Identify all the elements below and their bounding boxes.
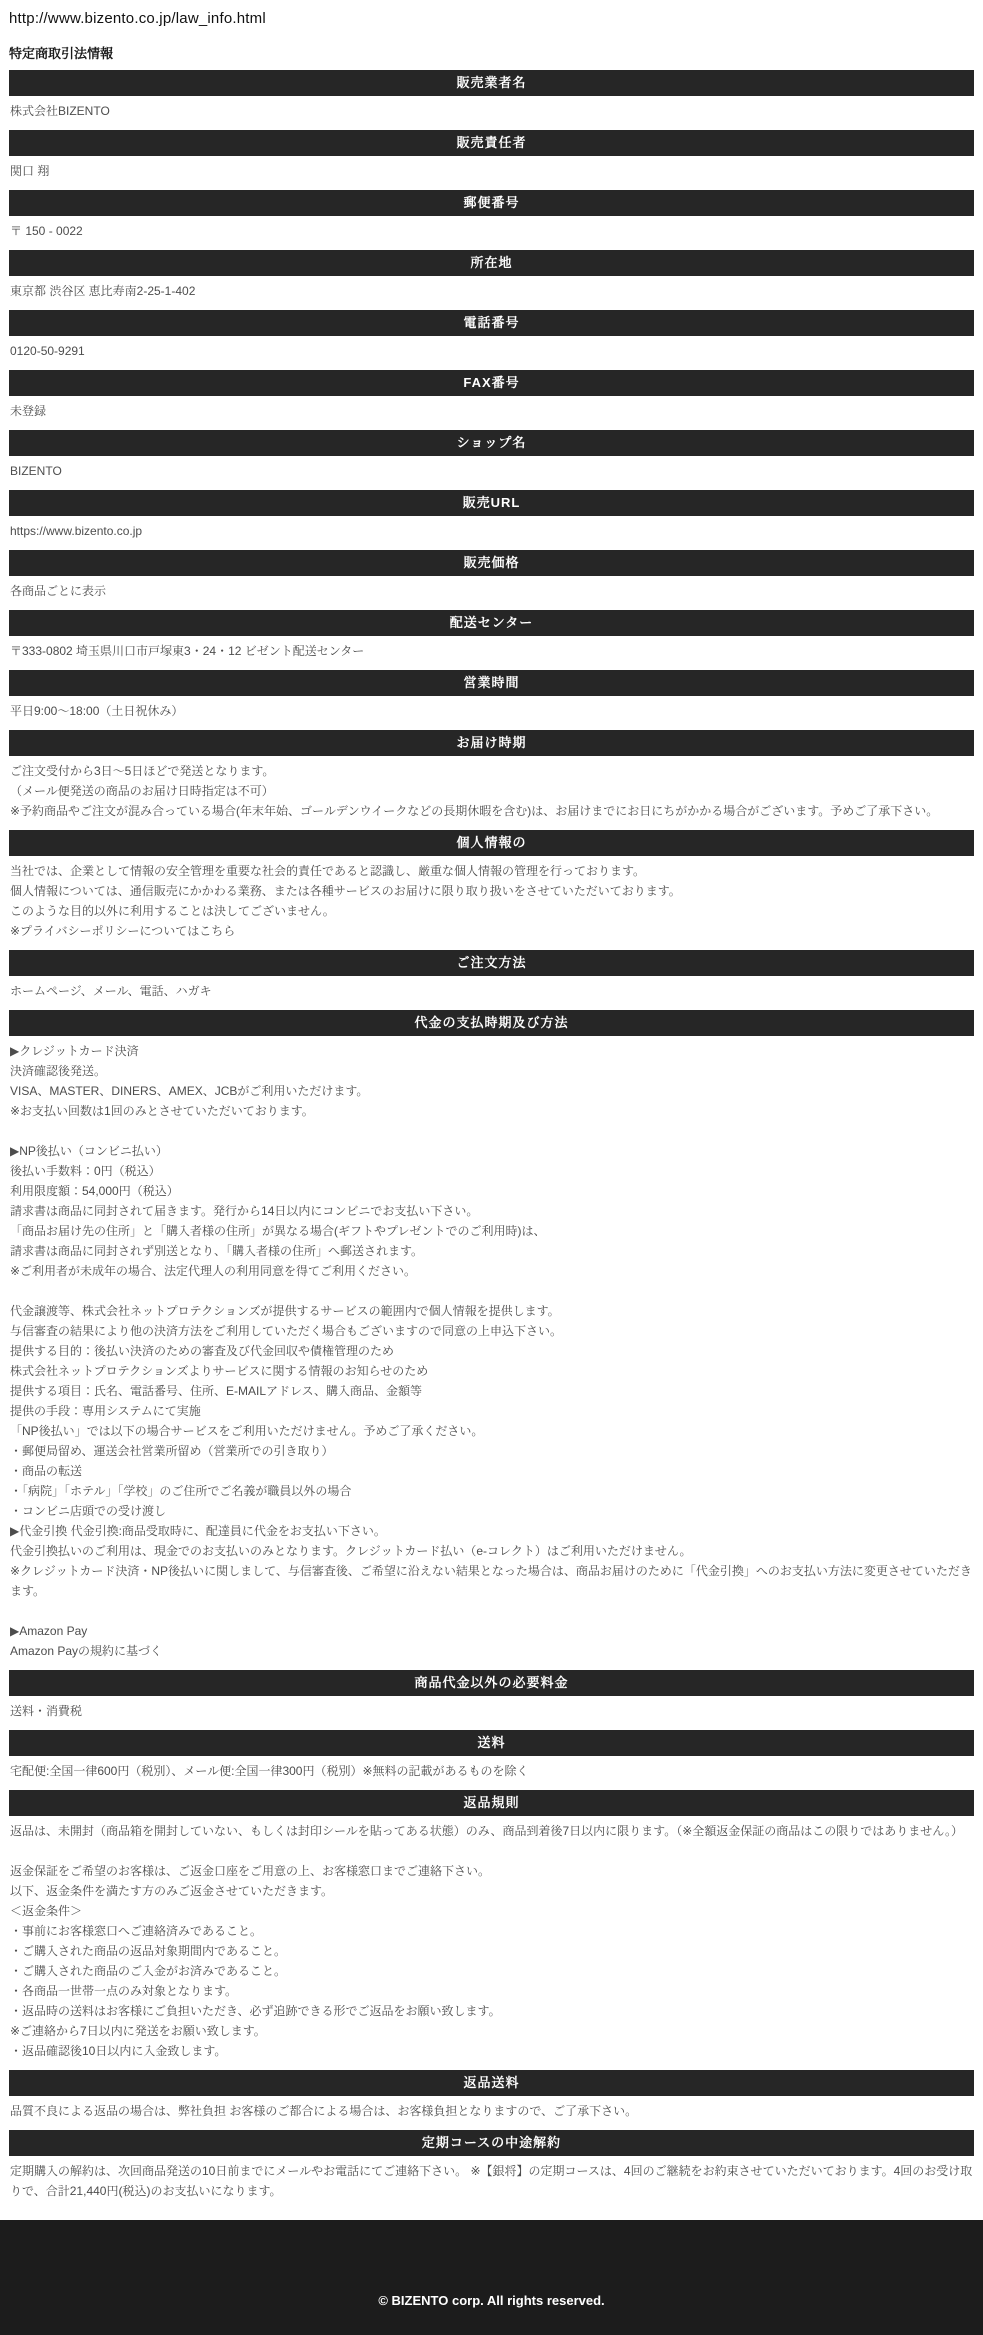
text-line: 請求書は商品に同封されず別送となり、「購入者様の住所」へ郵送されます。 bbox=[10, 1244, 424, 1258]
text-line: 関口 翔 bbox=[10, 164, 50, 178]
section-heading: 販売価格 bbox=[463, 555, 520, 570]
text-line: 請求書は商品に同封されて届きます。発行から14日以内にコンビニでお支払い下さい。 bbox=[10, 1204, 479, 1218]
text-line: ・ご購入された商品のご入金がお済みであること。 bbox=[10, 1964, 287, 1978]
text-line: ※予約商品やご注文が混み合っている場合(年末年始、ゴールデンウイークなどの長期休暇を含む)は、お届けまでにお日にちがかかる場合がございます。予めご了承下さい。 bbox=[10, 804, 939, 818]
section-heading-bar bbox=[9, 830, 974, 856]
text-line: ・商品の転送 bbox=[10, 1464, 83, 1478]
copyright-text: © BIZENTO corp. All rights reserved. bbox=[378, 2292, 605, 2308]
text-line: 返品は、未開封（商品箱を開封していない、もしくは封印シールを貼ってある状態）のみ、商品到着後7日以内に限ります。（※全額返金保証の商品はこの限りではありません。） bbox=[10, 1824, 963, 1838]
section-heading-bar bbox=[9, 950, 974, 976]
section-heading: お届け時期 bbox=[456, 735, 527, 750]
law-section bbox=[9, 1790, 974, 2070]
text-line: 東京都 渋谷区 恵比寿南2-25-1-402 bbox=[10, 284, 196, 298]
text-line: https://www.bizento.co.jp bbox=[10, 524, 143, 538]
section-body bbox=[9, 576, 974, 610]
section-heading-bar bbox=[9, 2130, 974, 2156]
text-line bbox=[10, 1841, 973, 1861]
section-body bbox=[9, 156, 974, 190]
section-heading-bar bbox=[9, 1010, 974, 1036]
law-section bbox=[9, 490, 974, 550]
text-line bbox=[10, 1601, 973, 1621]
text-line: このような目的以外に利用することは決してございません。 bbox=[10, 904, 335, 918]
section-heading: 個人情報の bbox=[456, 835, 527, 850]
text-line: ▶NP後払い（コンビニ払い） bbox=[10, 1144, 168, 1158]
text-line: 〒 150 - 0022 bbox=[10, 224, 83, 238]
text-line: 送料・消費税 bbox=[10, 1704, 83, 1718]
section-heading: 商品代金以外の必要料金 bbox=[414, 1675, 569, 1690]
section-heading-bar bbox=[9, 490, 974, 516]
text-line: BIZENTO bbox=[10, 464, 62, 478]
section-body bbox=[9, 516, 974, 550]
text-line: 個人情報については、通信販売にかかわる業務、または各種サービスのお届けに限り取り扱いをさせていただいております。 bbox=[10, 884, 681, 898]
text-line: 以下、返金条件を満たす方のみご返金させていただきます。 bbox=[10, 1884, 334, 1898]
text-line bbox=[10, 1121, 973, 1141]
law-section bbox=[9, 550, 974, 610]
law-section bbox=[9, 130, 974, 190]
law-section bbox=[9, 610, 974, 670]
section-body bbox=[9, 2156, 974, 2210]
text-line: 平日9:00〜18:00（土日祝休み） bbox=[10, 704, 184, 718]
text-line: 利用限度額：54,000円（税込） bbox=[10, 1184, 179, 1198]
text-line: ・返品確認後10日以内に入金致します。 bbox=[10, 2044, 227, 2058]
section-heading: 定期コースの中途解約 bbox=[421, 2135, 562, 2150]
section-heading: 返品規則 bbox=[463, 1795, 520, 1810]
text-line: 返金保証をご希望のお客様は、ご返金口座をご用意の上、お客様窓口までご連絡下さい。 bbox=[10, 1864, 491, 1878]
law-section bbox=[9, 830, 974, 950]
law-section bbox=[9, 950, 974, 1010]
page-url: http://www.bizento.co.jp/law_info.html bbox=[9, 10, 266, 27]
text-line: 0120-50-9291 bbox=[10, 344, 85, 358]
law-section bbox=[9, 310, 974, 370]
section-heading: ご注文方法 bbox=[456, 955, 527, 970]
section-heading-bar bbox=[9, 1790, 974, 1816]
section-body bbox=[9, 976, 974, 1010]
text-line: 株式会社BIZENTO bbox=[10, 104, 110, 118]
text-line: 与信審査の結果により他の決済方法をご利用していただく場合もございますので同意の上申込下さい。 bbox=[10, 1324, 563, 1338]
text-line: ・「病院」「ホテル」「学校」のご住所でご名義が職員以外の場合 bbox=[10, 1484, 352, 1498]
text-line: 定期購入の解約は、次回商品発送の10日前までにメールやお電話にてご連絡下さい。 ※【銀将】の定期コースは、4回のご継続をお約束させていただいております。4回のお受け取りで、合計21,440円(税込)のお支払いになります。 bbox=[10, 2164, 973, 2198]
text-line: Amazon Payの規約に基づく bbox=[10, 1644, 163, 1658]
section-heading-bar bbox=[9, 310, 974, 336]
section-heading-bar bbox=[9, 610, 974, 636]
section-heading: 送料 bbox=[477, 1735, 506, 1750]
section-heading: FAX番号 bbox=[463, 375, 520, 390]
text-line: ・返品時の送料はお客様にご負担いただき、必ず追跡できる形でご返品をお願い致します。 bbox=[10, 2004, 501, 2018]
section-heading-bar bbox=[9, 730, 974, 756]
text-line bbox=[10, 1281, 973, 1301]
section-body bbox=[9, 396, 974, 430]
section-body bbox=[9, 856, 974, 950]
text-line: 各商品ごとに表示 bbox=[10, 584, 107, 598]
text-line: 〒333-0802 埼玉県川口市戸塚東3・24・12 ビゼント配送センター bbox=[10, 644, 365, 658]
section-heading-bar bbox=[9, 430, 974, 456]
text-line: ・コンビニ店頭での受け渡し bbox=[10, 1504, 167, 1518]
section-heading: 電話番号 bbox=[463, 315, 520, 330]
text-line: ▶代金引換 代金引換:商品受取時に、配達員に代金をお支払い下さい。 bbox=[10, 1524, 386, 1538]
section-body bbox=[9, 696, 974, 730]
section-body bbox=[9, 276, 974, 310]
text-line: 当社では、企業として情報の安全管理を重要な社会的責任であると認識し、厳重な個人情報の管理を行っております。 bbox=[10, 864, 646, 878]
text-line: 株式会社ネットプロテクションズよりサービスに関する情報のお知らせのため bbox=[10, 1364, 429, 1378]
law-section bbox=[9, 730, 974, 830]
section-body bbox=[9, 336, 974, 370]
law-section bbox=[9, 250, 974, 310]
section-heading-bar bbox=[9, 2070, 974, 2096]
text-line: （メール便発送の商品のお届け日時指定は不可） bbox=[10, 784, 274, 798]
section-heading: 返品送料 bbox=[463, 2075, 520, 2090]
text-line: 未登録 bbox=[10, 404, 47, 418]
section-body bbox=[9, 1816, 974, 2070]
section-heading-bar bbox=[9, 1670, 974, 1696]
law-section bbox=[9, 190, 974, 250]
text-line: 「商品お届け先の住所」と「購入者様の住所」が異なる場合(ギフトやプレゼントでのご利用時)は、 bbox=[10, 1224, 546, 1238]
section-body bbox=[9, 2096, 974, 2130]
law-section bbox=[9, 1730, 974, 1790]
law-section bbox=[9, 2130, 974, 2210]
text-line: ・ご購入された商品の返品対象期間内であること。 bbox=[10, 1944, 287, 1958]
text-line: ▶クレジットカード決済 bbox=[10, 1044, 139, 1058]
section-heading-bar bbox=[9, 550, 974, 576]
text-line: ・郵便局留め、運送会社営業所留め（営業所での引き取り） bbox=[10, 1444, 334, 1458]
text-line: 代金引換払いのご利用は、現金でのお支払いのみとなります。クレジットカード払い（e-コレクト）はご利用いただけません。 bbox=[10, 1544, 692, 1558]
section-body bbox=[9, 1036, 974, 1670]
law-section bbox=[9, 2070, 974, 2130]
law-section bbox=[9, 370, 974, 430]
text-line: 提供する項目：氏名、電話番号、住所、E-MAILアドレス、購入商品、金額等 bbox=[10, 1384, 423, 1398]
section-heading: 販売責任者 bbox=[456, 135, 527, 150]
text-line: 品質不良による返品の場合は、弊社負担 お客様のご都合による場合は、お客様負担となりますので、ご了承下さい。 bbox=[10, 2104, 638, 2118]
law-section bbox=[9, 670, 974, 730]
section-heading: 配送センター bbox=[449, 615, 534, 630]
text-line: ※ご利用者が未成年の場合、法定代理人の利用同意を得てご利用ください。 bbox=[10, 1264, 417, 1278]
section-heading: 営業時間 bbox=[463, 675, 520, 690]
page-title: 特定商取引法情報 bbox=[9, 46, 114, 61]
text-line: 決済確認後発送。 bbox=[10, 1064, 107, 1078]
section-heading: 所在地 bbox=[470, 255, 513, 270]
section-body bbox=[9, 216, 974, 250]
section-heading: 販売URL bbox=[462, 495, 521, 510]
law-section bbox=[9, 1670, 974, 1730]
section-body bbox=[9, 96, 974, 130]
section-heading-bar bbox=[9, 370, 974, 396]
text-line: 提供の手段：専用システムにて実施 bbox=[10, 1404, 201, 1418]
text-line: ＜返金条件＞ bbox=[10, 1904, 83, 1918]
section-heading: ショップ名 bbox=[456, 435, 527, 450]
section-heading: 販売業者名 bbox=[456, 75, 527, 90]
section-body bbox=[9, 456, 974, 490]
law-section bbox=[9, 70, 974, 130]
text-line: ※お支払い回数は1回のみとさせていただいております。 bbox=[10, 1104, 314, 1118]
section-heading-bar bbox=[9, 70, 974, 96]
text-line: ※ご連絡から7日以内に発送をお願い致します。 bbox=[10, 2024, 266, 2038]
text-line: 後払い手数料：0円（税込） bbox=[10, 1164, 161, 1178]
section-body bbox=[9, 756, 974, 830]
footer bbox=[0, 2220, 983, 2335]
text-line: 提供する目的：後払い決済のための審査及び代金回収や債権管理のため bbox=[10, 1344, 395, 1358]
text-line: 代金譲渡等、株式会社ネットプロテクションズが提供するサービスの範囲内で個人情報を提供します。 bbox=[10, 1304, 560, 1318]
text-line: ▶Amazon Pay bbox=[10, 1624, 88, 1638]
section-body bbox=[9, 636, 974, 670]
text-line: VISA、MASTER、DINERS、AMEX、JCBがご利用いただけます。 bbox=[10, 1084, 369, 1098]
section-body bbox=[9, 1696, 974, 1730]
text-line: ホームページ、メール、電話、ハガキ bbox=[10, 984, 212, 998]
section-heading: 郵便番号 bbox=[463, 195, 520, 210]
text-line: 宅配便:全国一律600円（税別）、メール便:全国一律300円（税別）※無料の記載があるものを除く bbox=[10, 1764, 529, 1778]
law-info-sections bbox=[9, 70, 974, 2210]
text-line: 「NP後払い」では以下の場合サービスをご利用いただけません。予めご了承ください。 bbox=[10, 1424, 484, 1438]
section-heading-bar bbox=[9, 130, 974, 156]
section-heading-bar bbox=[9, 250, 974, 276]
section-heading: 代金の支払時期及び方法 bbox=[414, 1015, 569, 1030]
section-body bbox=[9, 1756, 974, 1790]
law-section bbox=[9, 430, 974, 490]
law-section bbox=[9, 1010, 974, 1670]
text-line: ※クレジットカード決済・NP後払いに関しまして、与信審査後、ご希望に沿えない結果となった場合は、商品お届けのために「代金引換」へのお支払い方法に変更させていただきます。 bbox=[10, 1564, 972, 1598]
section-heading-bar bbox=[9, 1730, 974, 1756]
text-line: ・事前にお客様窓口へご連絡済みであること。 bbox=[10, 1924, 263, 1938]
section-heading-bar bbox=[9, 670, 974, 696]
text-line: ・各商品一世帯一点のみ対象となります。 bbox=[10, 1984, 238, 1998]
text-line: ※プライバシーポリシーについてはこちら bbox=[10, 924, 236, 938]
text-line: ご注文受付から3日～5日ほどで発送となります。 bbox=[10, 764, 275, 778]
section-heading-bar bbox=[9, 190, 974, 216]
